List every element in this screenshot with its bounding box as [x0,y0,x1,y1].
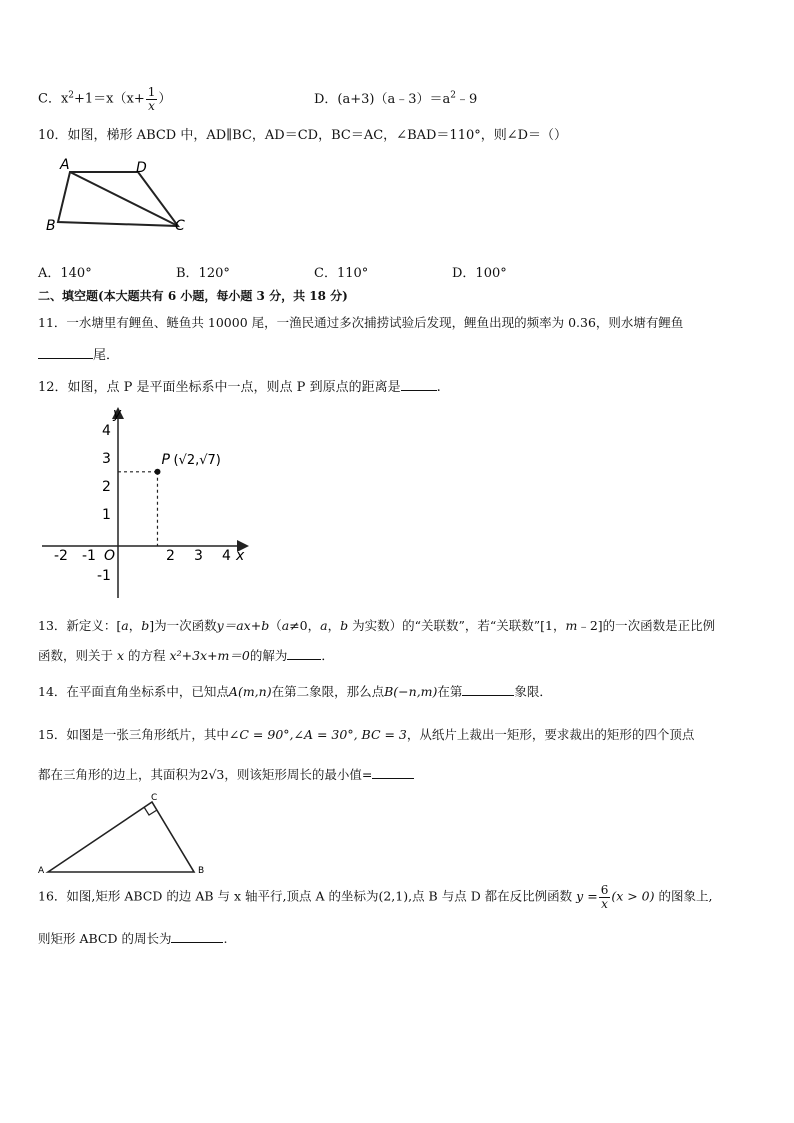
q16-coord-a: (2,1) [378,888,409,904]
q15-line1 [38,725,694,743]
q13-cond-a: a [281,618,290,633]
x-axis-label: x [236,548,245,564]
q10-option-b: B．120° [176,266,230,281]
q13-t8: 为实数）的“关联数”，若“关联数”[1， [348,618,566,633]
q13-equation: x²+3x+m＝0 [169,648,250,663]
q15-line2 [38,765,414,783]
q16-line2 [38,929,227,947]
label-c: C [151,793,158,803]
q9-option-c-exp: 2 [68,90,75,101]
y-tick-1: 1 [102,507,111,523]
q13-line2 [38,646,334,664]
q10-option-c: C．110° [314,266,369,281]
q13-l2c: 的解为 [249,648,288,663]
x-tick-neg1: -1 [82,548,96,564]
q13-l2b: 的方程 [128,648,166,663]
q14-point-b: B(−n,m) [384,684,438,699]
q15-l1b: ，从纸片上裁出一矩形，要求裁出的矩形的四个顶点 [406,727,695,742]
x-tick-2: 2 [166,548,175,564]
q11-suffix: 尾． [93,348,120,363]
diagonal-ac [70,172,178,226]
q9-option-d-suffix: ﹣9 [456,92,478,107]
q9-frac-num: 1 [147,85,156,99]
q11-line1: 11．一水塘里有鲤鱼、鲢鱼共 10000 尾，一渔民通过多次捕捞试验后发现，鲤鱼出现的频率为 0.36，则水塘有鲤鱼 [38,315,684,330]
q9-option-d [314,88,477,107]
q15-area: 2√3 [200,767,225,782]
q16-l2a: 则矩形 ABCD 的周长为 [38,931,172,946]
q13-t6: ， [327,618,341,633]
q14-t3: 在第 [437,684,463,699]
q9-option-c-prefix: C．x [38,91,69,107]
q14-answer-blank[interactable] [462,694,514,696]
y-tick-4: 4 [102,423,111,439]
q9-option-d-prefix: D．(a+3)（a﹣3）＝a [314,92,451,107]
q14-t2: 在第二象限，那么点 [271,684,385,699]
q15-l2b: ，则该矩形周长的最小值= [224,767,373,782]
q16-end: . [223,931,228,946]
q14-t4: 象限． [514,684,552,699]
q16-frac-num: 6 [600,883,609,897]
triangle-outline [48,802,194,872]
label-b: B [198,866,205,876]
q11-answer-blank[interactable] [38,357,93,359]
q13-answer-blank[interactable] [287,658,321,660]
q13-t9: ﹣2]的一次函数是正比例 [577,618,716,633]
origin-label: O [104,548,116,564]
x-tick-3: 3 [194,548,203,564]
q12-answer-blank[interactable] [401,389,437,391]
q16-answer-blank[interactable] [171,941,223,943]
q16-domain: (x > 0) [611,888,655,904]
q13-func: y＝ax+b [216,618,270,633]
q10-option-a: A．140° [38,266,92,281]
q9-option-c [38,86,171,112]
q14-t1: 14．在平面直角坐标系中，已知点 [38,684,229,699]
q16-l1c: 的图象上, [658,888,713,904]
point-p-label: P [161,451,170,468]
label-d: D [136,160,147,176]
q16-l1a: 16．如图,矩形 ABCD 的边 AB 与 x 轴平行,顶点 A 的坐标为 [38,888,379,904]
point-p [154,469,160,475]
q13-a: a [121,618,129,633]
q15-answer-blank[interactable] [372,777,414,779]
q9-option-d-exp: 2 [450,90,456,101]
q15-l1a: 15．如图是一张三角形纸片，其中 [38,727,229,742]
q12-stem-text: 12．如图，点 P 是平面坐标系中一点，则点 P 到原点的距离是 [38,380,401,395]
y-tick-2: 2 [102,479,111,495]
q10-trapezoid-figure [38,152,198,242]
q13-t5: a [320,618,328,633]
q14-point-a: A(m,n) [228,684,272,699]
q13-comma: ， [128,618,142,633]
q13-t2: ]为一次函数 [149,618,217,633]
q9-option-c-mid: +1＝x（x+ [74,91,145,107]
q13-l2a: 函数，则关于 [38,648,114,663]
x-tick-neg2: -2 [54,548,68,564]
label-c: C [175,218,185,234]
q14-stem [38,682,552,700]
q15-l2a: 都在三角形的边上，其面积为 [38,767,201,782]
y-tick-neg1: -1 [97,568,111,584]
q12-coordinate-graph [30,402,260,602]
q9-option-c-suffix: ） [158,91,172,107]
q16-fraction [599,884,611,910]
y-tick-3: 3 [102,451,111,467]
q13-b: b [141,618,150,633]
q16-frac-den: x [601,896,608,911]
q13-x: x [117,648,125,663]
y-axis-label: y [113,406,122,422]
q9-frac-den: x [148,98,155,113]
section-heading: 二、填空题(本大题共有 6 小题，每小题 3 分，共 18 分) [38,289,348,303]
q13-t4: ≠0， [289,618,321,633]
q13-t3: （ [269,618,282,633]
q9-option-c-fraction [146,86,158,112]
q16-l1b: ,点 B 与点 D 都在反比例函数 [408,888,573,904]
q16-y-eq: y = [576,888,598,904]
q10-option-d: D．100° [452,266,507,281]
q12-stem [38,376,441,395]
point-p-coordinates: (√2,√7) [173,452,221,468]
q15-cond: ∠C = 90°,∠A = 30°, BC = 3 [228,727,407,742]
q13-end: ． [321,648,334,663]
x-tick-4: 4 [222,548,231,564]
q13-m: m [565,618,578,633]
q13-t1: 13．新定义：[ [38,618,122,633]
q15-triangle-figure [34,790,214,880]
q10-stem: 10．如图，梯形 ABCD 中，AD∥BC，AD＝CD，BC＝AC，∠BAD＝110°，则∠D＝（） [38,128,568,143]
q12-end: . [436,380,441,395]
label-b: B [46,218,56,234]
label-a: A [38,866,45,876]
q16-line1 [38,884,712,910]
q13-line1 [38,616,715,634]
q13-t7: b [340,618,349,633]
q11-line2 [38,344,119,363]
label-a: A [60,157,70,173]
